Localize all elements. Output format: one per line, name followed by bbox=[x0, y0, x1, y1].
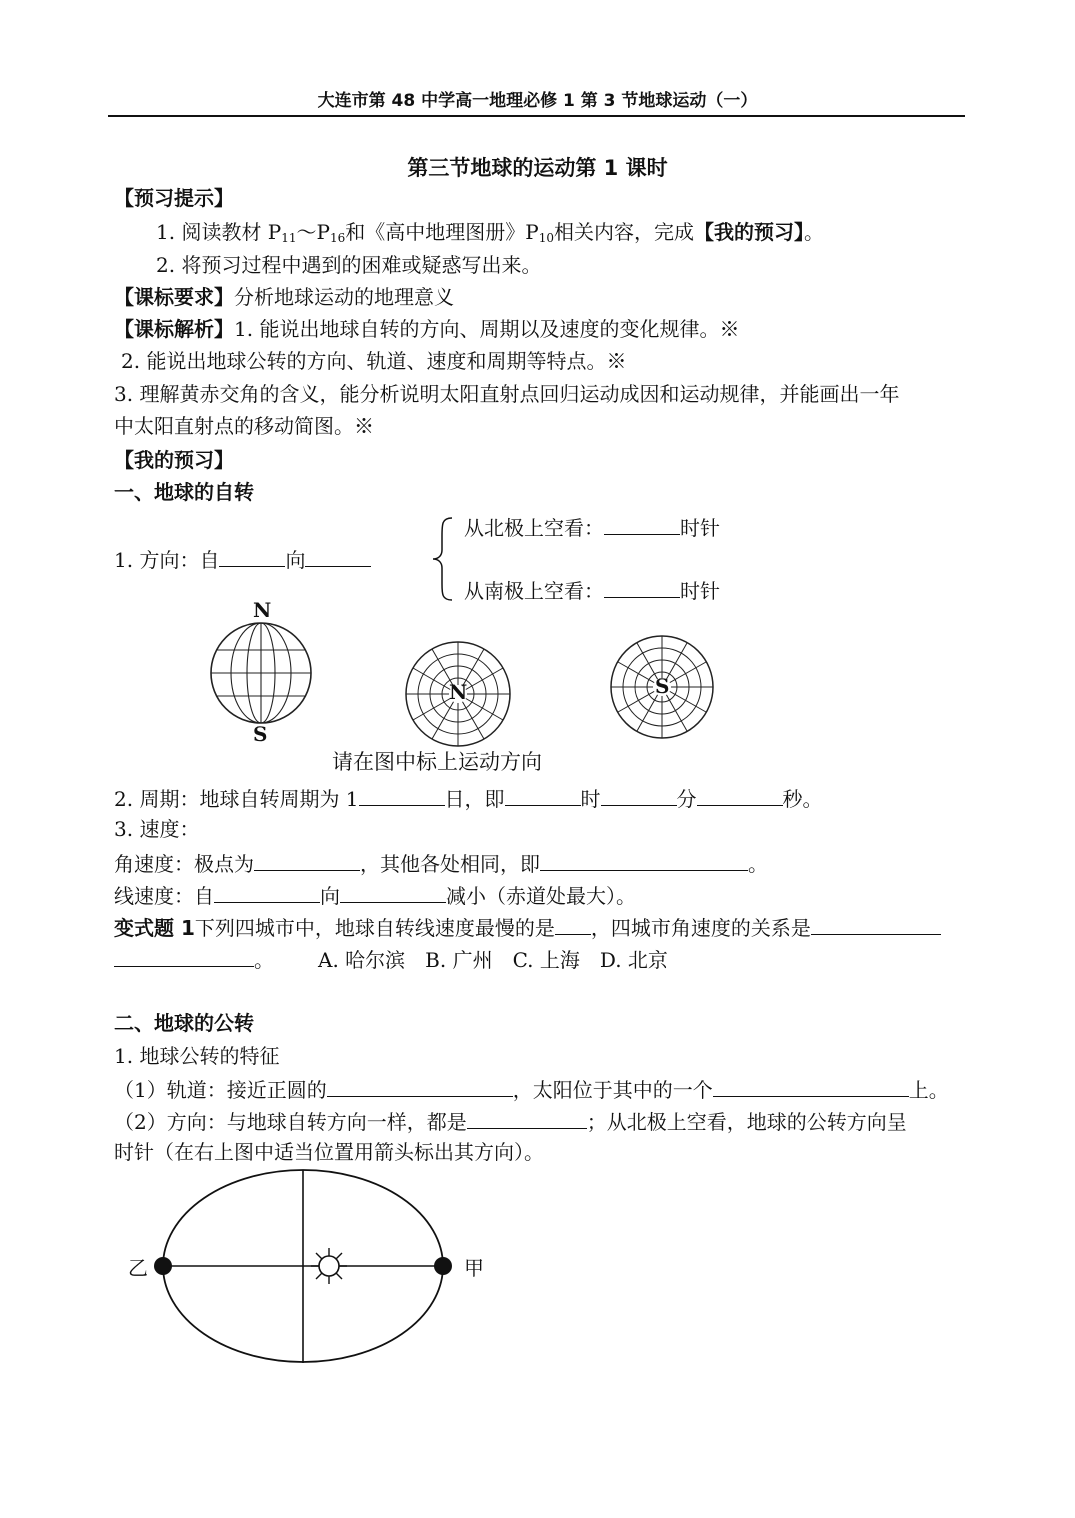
revolution-heading: 二、地球的公转 bbox=[114, 1011, 254, 1035]
north-view-line: 从北极上空看： 时针 bbox=[464, 512, 720, 542]
my-preview-heading: 【我的预习】 bbox=[114, 448, 234, 472]
blank-variant-relation-cont[interactable] bbox=[114, 944, 254, 967]
variant-options-line: 。 A. 哈尔滨 B. 广州 C. 上海 D. 北京 bbox=[114, 944, 668, 974]
blank-period-second[interactable] bbox=[697, 783, 783, 806]
page-header: 大连市第 48 中学高一地理必修 1 第 3 节地球运动（一） bbox=[317, 91, 758, 111]
orbit-diagram[interactable] bbox=[150, 1166, 460, 1371]
blank-variant-slowest[interactable] bbox=[555, 912, 591, 935]
page-title: 第三节地球的运动第 1 课时 bbox=[407, 156, 668, 180]
blank-variant-relation[interactable] bbox=[811, 912, 941, 935]
rotation-heading: 一、地球的自转 bbox=[114, 480, 254, 504]
preview-item-1: 1. 阅读教材 $P_{11}\sim P_{16}$和《高中地理图册》$P_{10}$相关内容，完成【我的预习】。 bbox=[156, 220, 825, 245]
south-view-line: 从南极上空看： 时针 bbox=[464, 575, 720, 605]
brace-icon bbox=[430, 514, 458, 604]
standard-line: 【课标要求】分析地球运动的地理意义 bbox=[114, 285, 454, 309]
angular-speed-line: 角速度：极点为 ，其他各处相同，即 。 bbox=[114, 848, 768, 878]
header-rule bbox=[108, 115, 965, 117]
revolution-direction-line-2: 时针（在右上图中适当位置用箭头标出其方向）。 bbox=[114, 1140, 544, 1164]
blank-to[interactable] bbox=[305, 544, 371, 567]
blank-angular-pole[interactable] bbox=[254, 848, 360, 871]
speed-heading: 3. 速度： bbox=[114, 817, 200, 841]
orbit-label-jia: 甲 bbox=[464, 1256, 484, 1280]
analysis-line-2: 2. 能说出地球公转的方向、轨道、速度和周期等特点。※ bbox=[121, 349, 627, 373]
blank-north-view[interactable] bbox=[604, 512, 680, 535]
blank-linear-to[interactable] bbox=[340, 880, 446, 903]
revolution-direction-line: （2）方向：与地球自转方向一样，都是 ；从北极上空看，地球的公转方向呈 bbox=[114, 1106, 907, 1136]
period-line: 2. 周期：地球自转周期为 1 日，即 时 分 秒。 bbox=[114, 783, 823, 813]
blank-linear-from[interactable] bbox=[214, 880, 320, 903]
direction-line: 1. 方向：自 向 bbox=[114, 544, 371, 574]
blank-south-view[interactable] bbox=[604, 575, 680, 598]
blank-orbit-focus[interactable] bbox=[713, 1074, 909, 1097]
globe-north-label: N bbox=[253, 598, 272, 622]
sun-icon bbox=[311, 1248, 347, 1284]
preview-tips-heading: 【预习提示】 bbox=[114, 186, 234, 210]
analysis-line-3: 3. 理解黄赤交角的含义，能分析说明太阳直射点回归运动成因和运动规律，并能画出一年 bbox=[114, 382, 900, 406]
analysis-line-4: 中太阳直射点的移动简图。※ bbox=[114, 414, 374, 438]
blank-from[interactable] bbox=[219, 544, 285, 567]
preview-item-2: 2. 将预习过程中遇到的困难或疑惑写出来。 bbox=[156, 253, 542, 277]
polar-north-label: N bbox=[449, 680, 468, 704]
diagram-caption: 请在图中标上运动方向 bbox=[332, 750, 542, 774]
linear-speed-line: 线速度：自 向 减小（赤道处最大）。 bbox=[114, 880, 636, 910]
orbit-label-yi: 乙 bbox=[128, 1256, 148, 1280]
revolution-subheading: 1. 地球公转的特征 bbox=[114, 1044, 280, 1068]
blank-revolution-direction[interactable] bbox=[467, 1106, 587, 1129]
globe-diagram[interactable] bbox=[205, 618, 317, 730]
blank-angular-other[interactable] bbox=[540, 848, 748, 871]
analysis-line-1: 【课标解析】1. 能说出地球自转的方向、周期以及速度的变化规律。※ bbox=[114, 317, 740, 341]
blank-period-minute[interactable] bbox=[601, 783, 677, 806]
orbit-line: （1）轨道：接近正圆的 ，太阳位于其中的一个 上。 bbox=[114, 1074, 949, 1104]
blank-period-hour[interactable] bbox=[505, 783, 581, 806]
variant-question-line: 变式题 1下列四城市中，地球自转线速度最慢的是 ，四城市角速度的关系是 bbox=[114, 912, 941, 942]
blank-period-day[interactable] bbox=[359, 783, 445, 806]
globe-south-label: S bbox=[253, 722, 268, 746]
polar-south-label: S bbox=[655, 674, 670, 698]
blank-orbit-shape[interactable] bbox=[327, 1074, 513, 1097]
